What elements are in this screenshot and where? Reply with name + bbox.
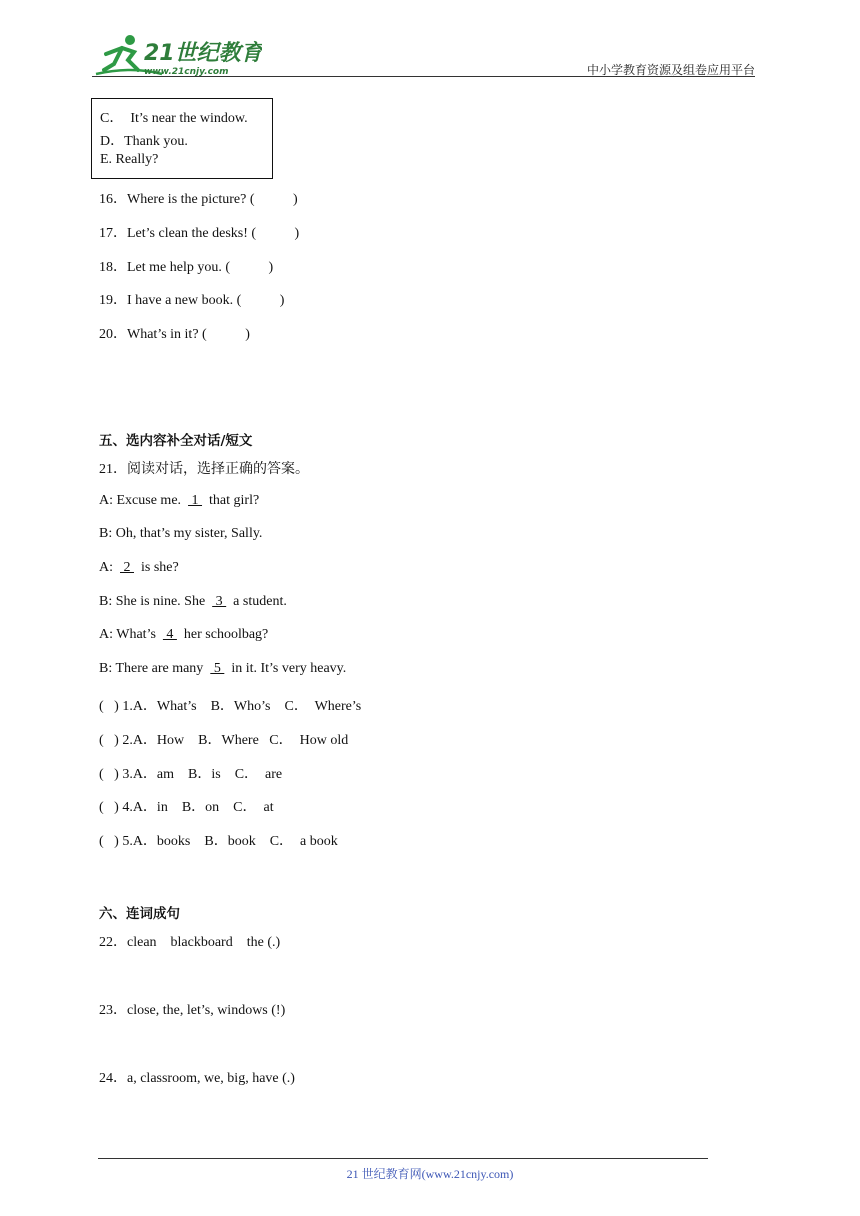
blank-4: 4 — [162, 627, 177, 642]
question-16: 16．Where is the picture? ( ) — [99, 192, 298, 207]
question-19: 19．I have a new book. ( ) — [99, 293, 285, 308]
footer-divider — [98, 1158, 708, 1159]
option-d: D．Thank you. — [100, 134, 188, 149]
site-logo — [92, 30, 262, 80]
dialogue-line: A: 2 is she? — [99, 560, 179, 575]
logo-text: 21世纪教育 — [144, 41, 262, 66]
header-divider — [92, 76, 755, 77]
blank-1: 1 — [188, 493, 203, 508]
runner-logo-icon — [92, 30, 262, 80]
dialogue-line: B: She is nine. She 3 a student. — [99, 594, 287, 609]
blank-5: 5 — [210, 661, 225, 676]
question-23: 23．close, the, let’s, windows (!) — [99, 1003, 286, 1018]
question-17: 17．Let’s clean the desks! ( ) — [99, 226, 300, 241]
section-6-title: 六、连词成句 — [99, 906, 180, 922]
choice-row-4: ( ) 4.A．in B．on C． at — [99, 800, 274, 815]
question-20: 20．What’s in it? ( ) — [99, 327, 250, 342]
choice-row-5: ( ) 5.A．books B．book C． a book — [99, 834, 338, 849]
choice-row-2: ( ) 2.A．How B．Where C． How old — [99, 733, 349, 748]
option-e: E. Really? — [100, 152, 159, 167]
question-18: 18．Let me help you. ( ) — [99, 260, 274, 275]
question-24: 24．a, classroom, we, big, have (.) — [99, 1071, 295, 1086]
blank-3: 3 — [212, 594, 227, 609]
question-21-prompt: 21．阅读对话，选择正确的答案。 — [99, 462, 309, 477]
dialogue-line: A: What’s 4 her schoolbag? — [99, 627, 269, 642]
choice-row-3: ( ) 3.A．am B．is C． are — [99, 767, 283, 782]
choice-row-1: ( ) 1.A．What’s B．Who’s C． Where’s — [99, 699, 362, 714]
header-platform-name: 中小学教育资源及组卷应用平台 — [586, 63, 755, 77]
dialogue-line: B: There are many 5 in it. It’s very heavy. — [99, 661, 347, 676]
blank-2: 2 — [120, 560, 134, 575]
dialogue-line: A: Excuse me. 1 that girl? — [99, 493, 260, 508]
footer-link[interactable]: 21 世纪教育网(www.21cnjy.com) — [346, 1167, 514, 1181]
options-box — [91, 98, 273, 179]
section-5-title: 五、选内容补全对话/短文 — [99, 433, 253, 449]
question-22: 22．clean blackboard the (.) — [99, 935, 281, 950]
logo-url: www.21cnjy.com — [144, 67, 229, 77]
dialogue-line: B: Oh, that’s my sister, Sally. — [99, 526, 263, 541]
option-c: C． It’s near the window. — [100, 111, 248, 126]
